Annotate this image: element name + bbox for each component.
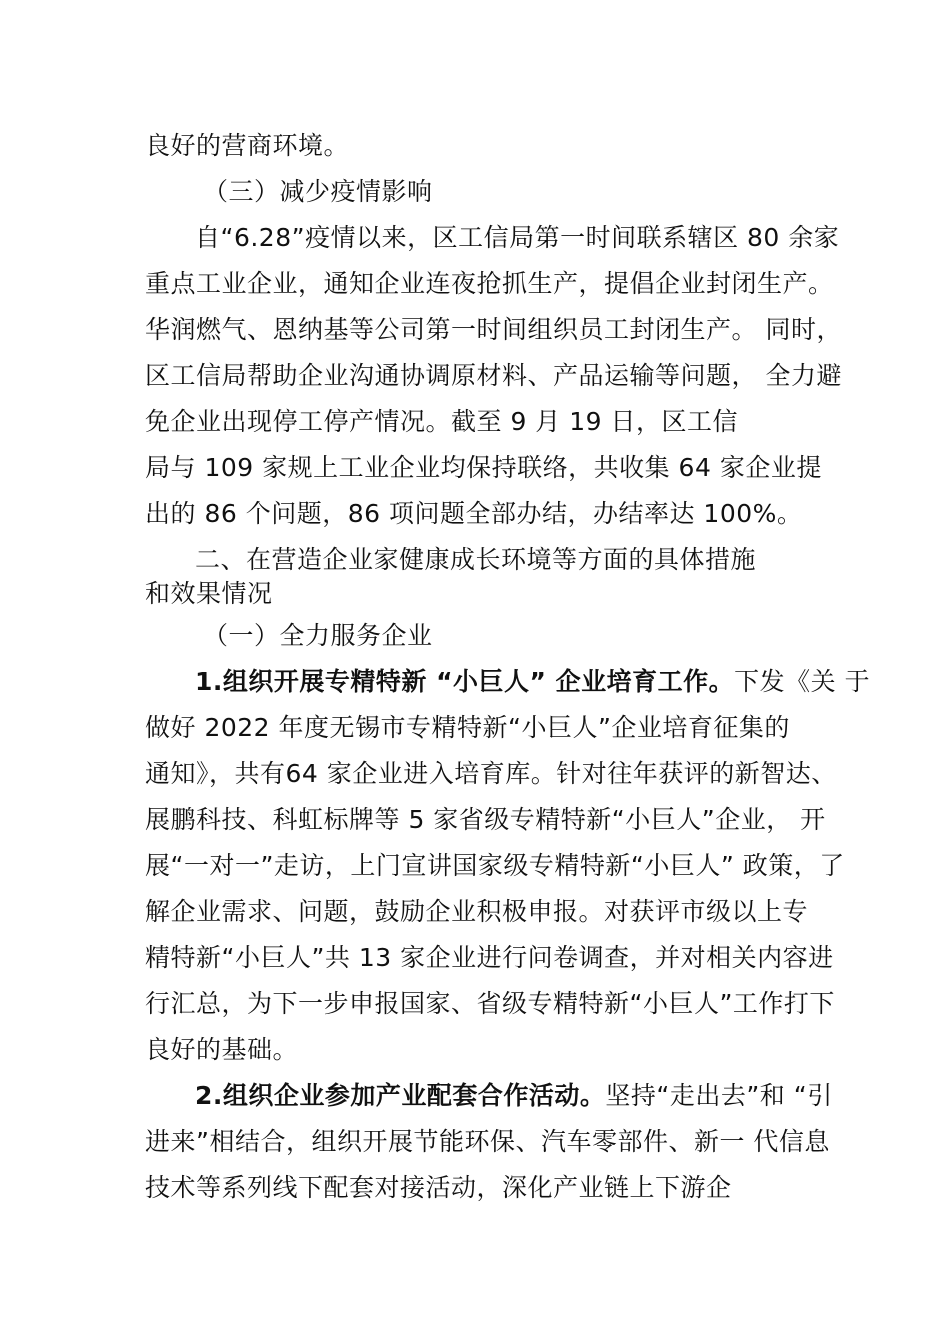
text-line: 技术等系列线下配套对接活动，深化产业链上下游企 [145,1173,732,1202]
text-line: 区工信局帮助企业沟通协调原材料、产品运输等问题， 全力避 [145,361,842,390]
paragraph-lead [195,659,870,705]
section-heading: （一）全力服务企业 [203,621,433,650]
text-fragment: 坚持“走出去”和 “引 [605,1081,833,1110]
text-line: 良好的营商环境。 [145,131,350,160]
text-line: 良好的基础。 [145,1035,299,1064]
text-line: 华润燃气、恩纳基等公司第一时间组织员工封闭生产。 同时， [145,315,842,344]
text-line: 展“一对一”走访，上门宣讲国家级专精特新“小巨人” 政策，了 [145,851,845,880]
text-line: 展鹏科技、科虹标牌等 5 家省级专精特新“小巨人”企业， 开 [145,805,826,834]
chapter-heading: 二、在营造企业家健康成长环境等方面的具体措施 [195,545,757,574]
text-line: 自“6.28”疫情以来，区工信局第一时间联系辖区 80 余家 [195,223,840,252]
text-line: 行汇总，为下一步申报国家、省级专精特新“小巨人”工作打下 [145,989,835,1018]
text-line: 局与 109 家规上工业企业均保持联络，共收集 64 家企业提 [145,453,822,482]
item-heading: 1.组织开展专精特新 “小巨人” 企业培育工作。 [195,667,735,696]
text-line: 出的 86 个问题，86 项问题全部办结，办结率达 100%。 [145,499,803,528]
text-line: 免企业出现停工停产情况。截至 9 月 19 日，区工信 [145,407,739,436]
text-line: 通知》，共有64 家企业进入培育库。针对往年获评的新智达、 [145,759,837,788]
text-fragment: 下发《关 于 [734,667,871,696]
text-line: 做好 2022 年度无锡市专精特新“小巨人”企业培育征集的 [145,713,790,742]
section-heading: （三）减少疫情影响 [203,177,433,206]
item-heading: 2.组织企业参加产业配套合作活动。 [195,1081,606,1110]
text-line: 精特新“小巨人”共 13 家企业进行问卷调查，并对相关内容进 [145,943,834,972]
text-line: 解企业需求、问题，鼓励企业积极申报。对获评市级以上专 [145,897,809,926]
chapter-heading-cont: 和效果情况 [145,579,273,608]
text-line: 重点工业企业，通知企业连夜抢抓生产，提倡企业封闭生产。 [145,269,834,298]
text-line: 进来”相结合，组织开展节能环保、汽车零部件、新一 代信息 [145,1127,830,1156]
paragraph-lead [195,1073,833,1119]
